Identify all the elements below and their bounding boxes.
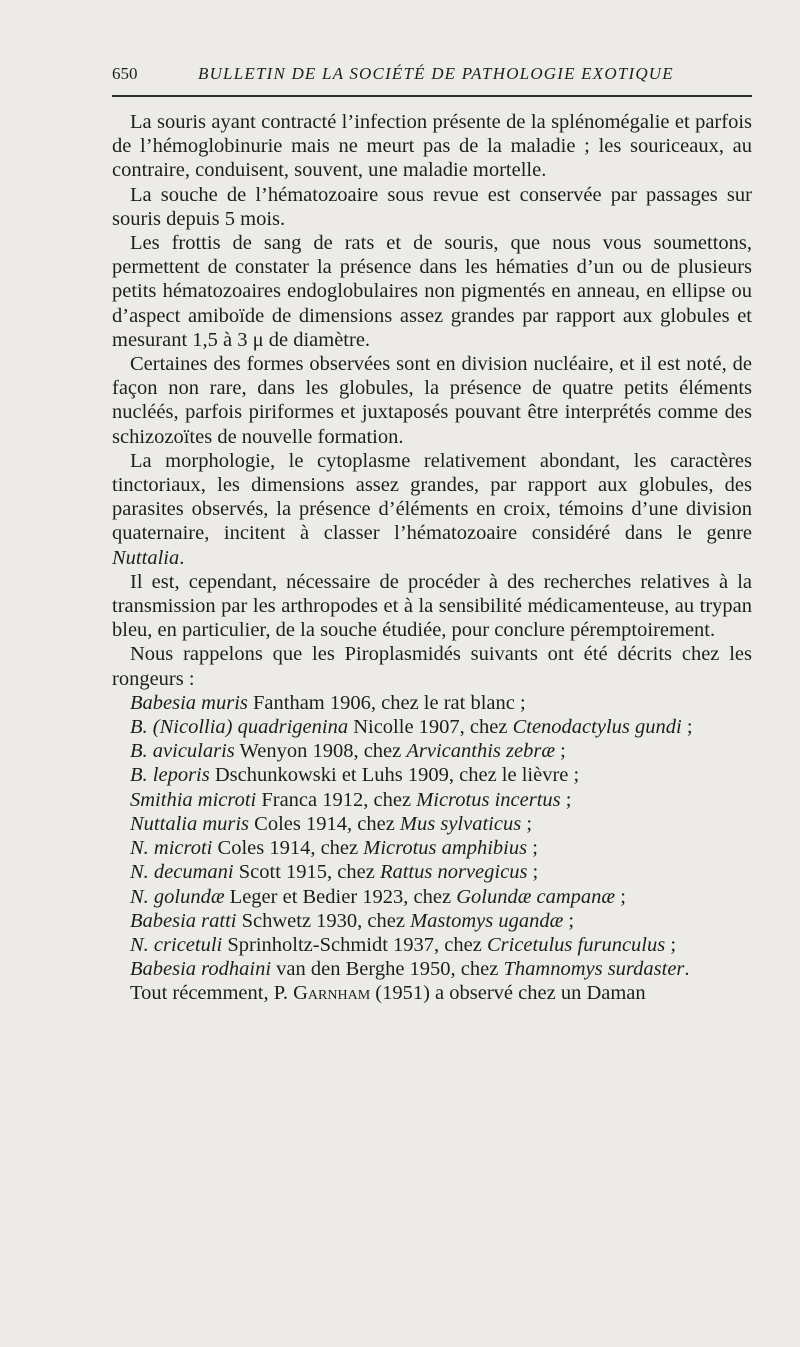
species-host: Mus sylvaticus [399,812,522,835]
species-tail: ; [615,885,626,908]
paragraph: Nous rappelons que les Piroplasmidés suivants ont été décrits chez les rongeurs : [112,643,752,690]
species-author: Fantham 1906, chez le [247,691,444,714]
body-text [112,110,752,1006]
species-host: Mastomys ugandæ [410,909,564,932]
species-entry [112,763,752,787]
species-author: Wenyon 1908, chez [234,740,407,763]
species-entry [112,691,752,715]
species-host: Rattus norvegicus [379,861,528,884]
species-name: N. golundæ [130,885,225,908]
paragraph: Les frottis de sang de rats et de souris, que nous vous soumettons, permettent de constater la présence dans les hématies d’un ou de plusieurs petits hématozoaires endoglobulaires non pigmentés en anneau, en ellipse ou d’aspect amiboïde de dimensions assez grandes par rapport aux globules et mesurant 1,5 à 3 μ de diamètre. [112,232,752,351]
species-name: N. decumani [130,861,234,884]
species-host: Thamnomys surdaster [503,958,685,981]
species-author: Coles 1914, chez [212,837,364,860]
text-run: La morphologie, le cytoplasme relativement abondant, les caractères tinctoriaux, les dimensions assez grandes, par rapport aux globules, des parasites observés, la présence d’éléments en croix, témoins d’une division quaternaire, incitent à classer l’hématozoaire considéré dans le genre [112,449,752,545]
species-name: Babesia ratti [130,909,237,932]
species-host: Ctenodactylus gundi [512,716,682,739]
species-entry [112,812,752,836]
species-name: N. microti [130,837,213,860]
text-run: . [179,546,185,569]
running-header [112,64,752,88]
running-title: BULLETIN DE LA SOCIÉTÉ DE PATHOLOGIE EXOTIQUE [198,64,674,83]
author-name: Garnham [293,982,371,1005]
species-author: Schwetz 1930, chez [236,909,411,932]
paragraph: Il est, cependant, nécessaire de procéder à des recherches relatives à la transmission par les arthropodes et à la sensibilité médicamenteuse, au trypan bleu, en particulier, de la souche étudiée, pour conclure péremptoirement. [112,570,752,642]
paragraph: La souche de l’hématozoaire sous revue est conservée par passages sur souris depuis 5 mois. [112,183,752,230]
species-author: van den Berghe 1950, chez [271,958,504,981]
species-entry [112,860,752,884]
species-author: Coles 1914, chez [249,812,400,835]
species-author: Scott 1915, chez [233,861,380,884]
species-host: Arvicanthis zebræ [406,740,555,763]
species-tail: ; [555,740,566,763]
species-author: Sprinholtz-Schmidt 1937, chez [222,933,487,956]
paragraph: Certaines des formes observées sont en division nucléaire, et il est noté, de façon non rare, dans les globules, la présence de quatre petits éléments nucléés, parfois piriformes et juxtaposés pouvant être interprétés comme des schizozoïtes de nouvelle formation. [112,353,752,448]
text-run: Tout récemment, P. [130,982,294,1005]
species-entry [112,933,752,957]
species-tail: ; [665,933,677,956]
species-entry [112,715,752,739]
species-name: Smithia microti [130,788,257,811]
species-tail: ; [527,861,539,884]
species-name: B. avicularis [130,740,235,763]
species-name: Babesia muris [130,691,248,714]
species-name: N. cricetuli [130,933,223,956]
species-entry [112,957,752,981]
species-tail: ; [681,716,693,739]
species-author: Dschunkowski et Luhs 1909, chez le [209,764,522,787]
species-name: Babesia rodhaini [130,958,272,981]
paragraph: La souris ayant contracté l’infection présente de la splénomégalie et parfois de l’hémoglobinurie mais ne meurt pas de la maladie ; les souriceaux, au contraire, conduisent, souvent, une maladie mortelle. [112,111,752,182]
species-author: Nicolle 1907, chez [348,716,513,739]
species-name: B. leporis [130,764,210,787]
species-entry [112,836,752,860]
header-rule [112,95,752,97]
genus-name: Nuttalia [112,546,180,569]
species-entry [112,739,752,763]
species-name: B. (Nicollia) quadrigenina [130,716,349,739]
species-name: Nuttalia muris [130,812,250,835]
species-entry [112,909,752,933]
species-author: Leger et Bedier 1923, chez [224,885,457,908]
page-number: 650 [112,64,138,83]
species-host: Cricetulus furunculus [486,933,666,956]
species-tail: ; [563,909,575,932]
species-host: Golundæ campanæ [456,885,616,908]
species-tail: ; [560,788,572,811]
species-list [112,691,752,981]
species-tail: ; [527,837,538,860]
species-tail: ; [521,812,533,835]
species-tail: rat blanc ; [443,691,526,714]
text-run: (1951) a observé chez un Daman [370,982,646,1005]
species-host: Microtus amphibius [363,837,528,860]
species-entry [112,788,752,812]
species-tail: lièvre ; [521,764,580,787]
species-entry [112,885,752,909]
species-host: Microtus incertus [416,788,561,811]
paragraph [112,449,752,570]
species-author: Franca 1912, chez [256,788,417,811]
species-tail: . [684,958,690,981]
paragraph [112,981,752,1005]
